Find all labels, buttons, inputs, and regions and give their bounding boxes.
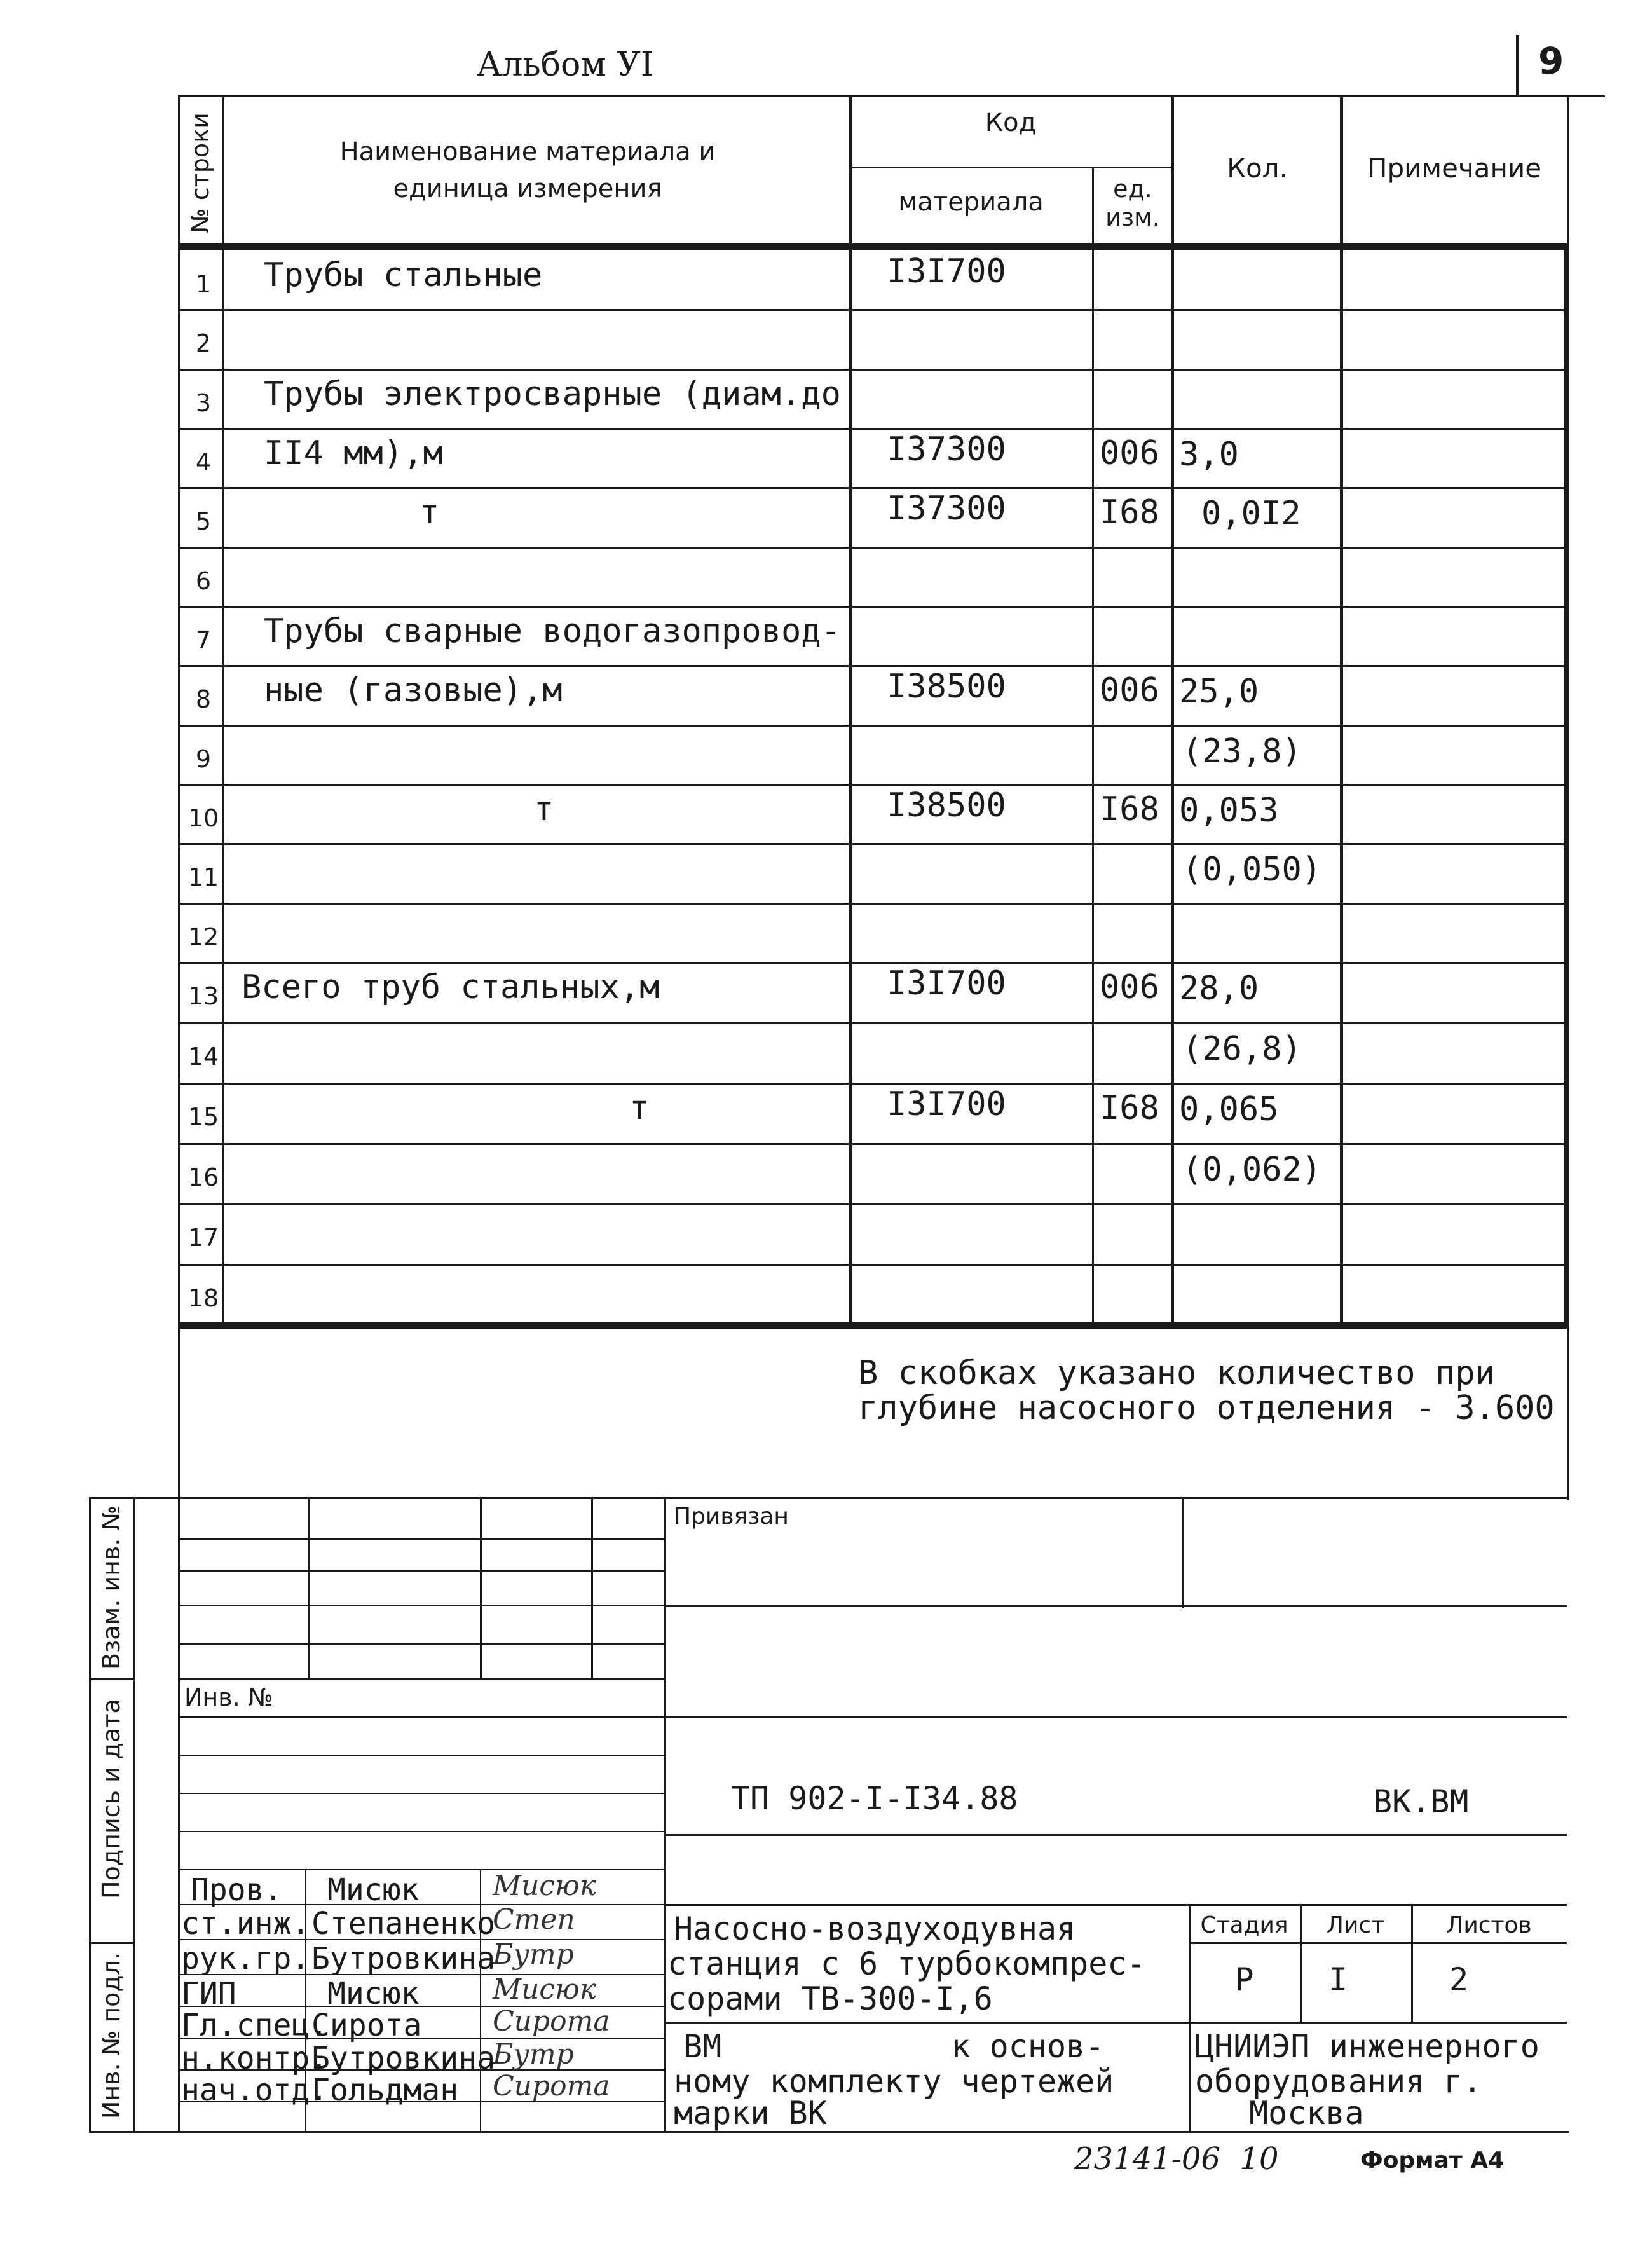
row-number: 10	[188, 804, 219, 832]
vm-line3: марки ВК	[674, 2095, 827, 2132]
vm-line2: ному комплекту чертежей	[674, 2063, 1114, 2100]
row-number: 13	[188, 982, 219, 1010]
quantity-header: Кол.	[1227, 153, 1288, 184]
row-number: 4	[195, 448, 212, 476]
row-divider	[178, 665, 1569, 667]
material-code: I37300	[887, 430, 1006, 469]
material-code: I37300	[887, 490, 1006, 528]
signer-name: Гольдман	[311, 2072, 459, 2108]
row-number: 2	[195, 329, 212, 357]
row-number: 15	[188, 1103, 219, 1131]
privyazan-label: Привязан	[674, 1503, 789, 1530]
material-code: I3I700	[887, 252, 1006, 291]
row-number: 7	[195, 626, 212, 654]
title-line1: Насосно-воздуходувная	[674, 1910, 1076, 1947]
signer-name: Мисюк	[327, 1976, 420, 2011]
material-code: I3I700	[887, 1085, 1006, 1123]
quantity-value: 28,0	[1179, 969, 1259, 1008]
row-number: 12	[188, 923, 219, 951]
organization-line1: ЦНИИЭП инженерного	[1195, 2028, 1539, 2065]
row-number: 6	[195, 567, 212, 595]
material-name: т	[534, 790, 554, 828]
page-number: 9	[1538, 39, 1564, 83]
sheet-value: I	[1328, 1961, 1348, 1998]
row-divider	[178, 1143, 1569, 1145]
signer-name: Бутровкина	[311, 1941, 495, 1976]
row-divider	[178, 725, 1569, 727]
signer-signature: Сирота	[493, 2070, 610, 2102]
inv-podl-label: Инв. № подл.	[97, 1952, 125, 2120]
material-code: I38500	[887, 786, 1006, 825]
unit-code: 006	[1100, 671, 1159, 709]
row-number: 9	[195, 745, 212, 773]
row-divider	[178, 843, 1569, 845]
signer-signature: Сирота	[493, 2005, 610, 2038]
material-name: Всего труб стальных,м	[242, 968, 660, 1006]
signer-name: Сирота	[311, 2008, 422, 2043]
signer-role: нач.отд.	[181, 2072, 329, 2108]
signer-signature: Степ	[493, 1903, 575, 1936]
name-header: Наименование материала и единица измерения	[339, 137, 716, 203]
signer-role: ст.инж.	[181, 1906, 310, 1942]
row-divider	[178, 547, 1569, 549]
signer-name: Мисюк	[327, 1872, 420, 1908]
sheet-label: Лист	[1326, 1912, 1385, 1938]
signer-signature: Мисюк	[493, 1870, 597, 1902]
format-label: Формат А4	[1360, 2147, 1505, 2174]
unit-code: I68	[1100, 790, 1159, 828]
stage-value: Р	[1234, 1961, 1254, 1998]
row-number: 18	[188, 1284, 219, 1312]
material-name: ные (газовые),м	[264, 671, 563, 709]
unit-code: I68	[1100, 1089, 1159, 1127]
organization-line2: оборудования г.	[1195, 2063, 1482, 2100]
archive-number: 23141-06 10	[1074, 2141, 1279, 2177]
material-code: I38500	[887, 668, 1006, 706]
unit-code: 006	[1100, 968, 1159, 1006]
note-header: Примечание	[1367, 153, 1542, 184]
signer-name: Степаненко	[311, 1906, 495, 1942]
code-header: Код	[985, 108, 1037, 137]
row-number: 16	[188, 1163, 219, 1191]
sheets-label: Листов	[1446, 1912, 1532, 1938]
drawing-mark: ВК.ВМ	[1373, 1783, 1469, 1820]
row-divider	[178, 369, 1569, 371]
row-number: 8	[195, 685, 212, 713]
footnote-line1: В скобках указано количество при	[858, 1354, 1495, 1392]
unit-code: 006	[1100, 434, 1159, 472]
signer-role: Пров.	[191, 1872, 283, 1908]
material-name: т	[420, 493, 440, 531]
quantity-value: (0,050)	[1182, 851, 1322, 889]
document-code: ТП 902-I-I34.88	[731, 1780, 1018, 1817]
inv-no-label: Инв. №	[184, 1683, 273, 1711]
quantity-value: (23,8)	[1182, 732, 1302, 771]
stage-label: Стадия	[1200, 1912, 1288, 1938]
signer-name: Бутровкина	[311, 2041, 495, 2076]
row-number: 11	[188, 863, 219, 891]
quantity-value: 0,053	[1179, 791, 1279, 830]
material-name: Трубы стальные	[264, 256, 543, 294]
material-code-header: материала	[898, 188, 1044, 217]
vzam-inv-label: Взам. инв. №	[97, 1505, 125, 1670]
signer-role: н.контр.	[181, 2041, 329, 2076]
row-divider	[178, 428, 1569, 430]
row-divider	[178, 784, 1569, 786]
row-number: 1	[195, 270, 212, 298]
row-number: 14	[188, 1043, 219, 1071]
row-divider	[178, 1203, 1569, 1205]
row-divider	[178, 1022, 1569, 1024]
sheets-value: 2	[1449, 1961, 1469, 1998]
quantity-value: 0,065	[1179, 1090, 1279, 1128]
unit-code: I68	[1100, 493, 1159, 531]
row-number: 17	[188, 1224, 219, 1252]
vm-line1: ВМ к основ-	[683, 2028, 1105, 2065]
quantity-value: 0,0I2	[1201, 495, 1301, 533]
material-name: Трубы электросварные (диам.до	[264, 375, 841, 413]
signer-signature: Бутр	[493, 2038, 574, 2071]
title-line2: станция с 6 турбокомпрес-	[667, 1945, 1146, 1982]
quantity-value: 25,0	[1179, 673, 1259, 711]
row-divider	[178, 962, 1569, 964]
row-number: 3	[195, 389, 212, 417]
footnote-line2: глубине насосного отделения - 3.600	[858, 1389, 1555, 1427]
quantity-value: (26,8)	[1182, 1030, 1302, 1068]
row-divider	[178, 487, 1569, 489]
quantity-value: 3,0	[1179, 435, 1239, 474]
signer-role: рук.гр.	[181, 1941, 310, 1976]
row-divider	[178, 1083, 1569, 1085]
organization-line3: Москва	[1249, 2095, 1364, 2132]
quantity-value: (0,062)	[1182, 1151, 1322, 1189]
material-name: II4 мм),м	[264, 434, 443, 472]
material-name: т	[629, 1089, 650, 1127]
signer-signature: Бутр	[493, 1938, 574, 1971]
row-divider	[178, 1264, 1569, 1266]
row-number-header: № строки	[186, 113, 214, 233]
title-line3: сорами ТВ-300-I,6	[667, 1980, 993, 2017]
signature-date-label: Подпись и дата	[97, 1699, 125, 1899]
signer-role: ГИП	[181, 1976, 236, 2011]
unit-header-line2: изм.	[1105, 203, 1160, 231]
material-code: I3I700	[887, 964, 1006, 1003]
signer-signature: Мисюк	[493, 1973, 597, 2006]
album-title: Альбом УI	[477, 46, 654, 84]
row-divider	[178, 606, 1569, 608]
material-name: Трубы сварные водогазопровод-	[264, 612, 841, 650]
row-divider	[178, 903, 1569, 905]
row-number: 5	[195, 507, 212, 535]
signer-role: Гл.спец.	[181, 2008, 329, 2043]
page-number-divider	[1516, 35, 1519, 95]
unit-header-line1: ед.	[1113, 175, 1152, 203]
row-divider	[178, 309, 1569, 311]
